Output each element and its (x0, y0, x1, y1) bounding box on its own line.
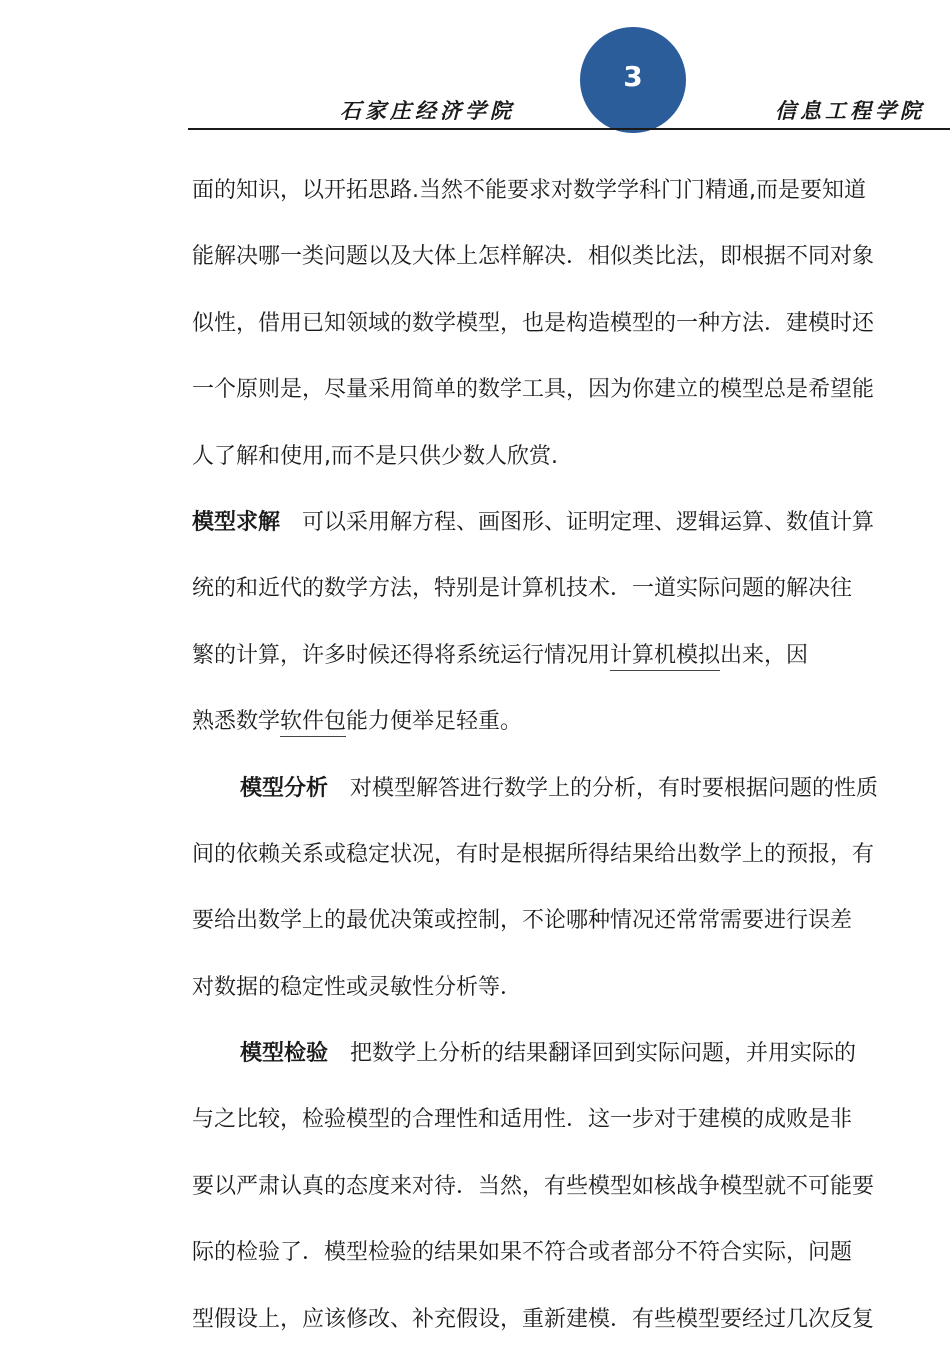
text-line (192, 623, 950, 689)
text-line: 间的依赖关系或稳定状况，有时是根据所得结果给出数学上的预报，有 (192, 841, 875, 867)
text-line: 统的和近代的数学方法，特别是计算机技术．一道实际问题的解决往 (192, 576, 853, 602)
underlined-term-software-package: 软件包 (280, 709, 346, 737)
text-line (192, 689, 950, 755)
page-number: 3 (623, 60, 643, 93)
paragraph-text: 对模型解答进行数学上的分析，有时要根据问题的性质 (328, 775, 879, 801)
text-fragment: 出来，因 (720, 642, 809, 668)
text-line: 人了解和使用,而不是只供少数人欣赏. (192, 443, 558, 469)
text-fragment: 繁的计算，许多时候还得将系统运行情况用 (192, 642, 611, 668)
paragraph-text: 可以采用解方程、画图形、证明定理、逻辑运算、数值计算 (280, 509, 875, 535)
paragraph-model-solving (192, 490, 950, 556)
underlined-term-computer-simulation: 计算机模拟 (610, 643, 720, 671)
department-name: 信息工程学院 (775, 98, 925, 123)
section-heading-model-validation: 模型检验 (240, 1041, 329, 1067)
text-line: 一个原则是，尽量采用简单的数学工具，因为你建立的模型总是希望能 (192, 377, 875, 403)
section-heading-model-solving: 模型求解 (192, 509, 281, 535)
text-line: 与之比较，检验模型的合理性和适用性．这一步对于建模的成败是非 (192, 1107, 853, 1133)
text-line: 对数据的稳定性或灵敏性分析等． (192, 974, 523, 1000)
paragraph-model-validation (192, 1021, 950, 1087)
section-heading-model-analysis: 模型分析 (240, 775, 329, 801)
document-body (192, 158, 950, 1353)
paragraph-model-analysis (192, 756, 950, 822)
header-divider (188, 128, 950, 130)
text-line: 面的知识，以开拓思路.当然不能要求对数学学科门门精通,而是要知道 (192, 178, 866, 203)
text-fragment: 熟悉数学 (192, 709, 281, 735)
text-line: 要以严肃认真的态度来对待．当然，有些模型如核战争模型就不可能要 (192, 1173, 875, 1199)
text-fragment: 能力便举足轻重。 (346, 709, 523, 735)
paragraph-text: 把数学上分析的结果翻译回到实际问题，并用实际的 (328, 1041, 857, 1067)
page-number-badge (580, 27, 686, 133)
text-line: 似性，借用已知领域的数学模型，也是构造模型的一种方法．建模时还 (192, 310, 875, 336)
school-name: 石家庄经济学院 (340, 98, 515, 123)
text-line: 型假设上，应该修改、补充假设，重新建模．有些模型要经过几次反复 (192, 1306, 875, 1332)
text-line: 要给出数学上的最优决策或控制，不论哪种情况还常常需要进行误差 (192, 908, 853, 934)
text-line: 际的检验了．模型检验的结果如果不符合或者部分不符合实际，问题 (192, 1240, 853, 1266)
text-line: 能解决哪一类问题以及大体上怎样解决．相似类比法，即根据不同对象 (192, 244, 875, 270)
